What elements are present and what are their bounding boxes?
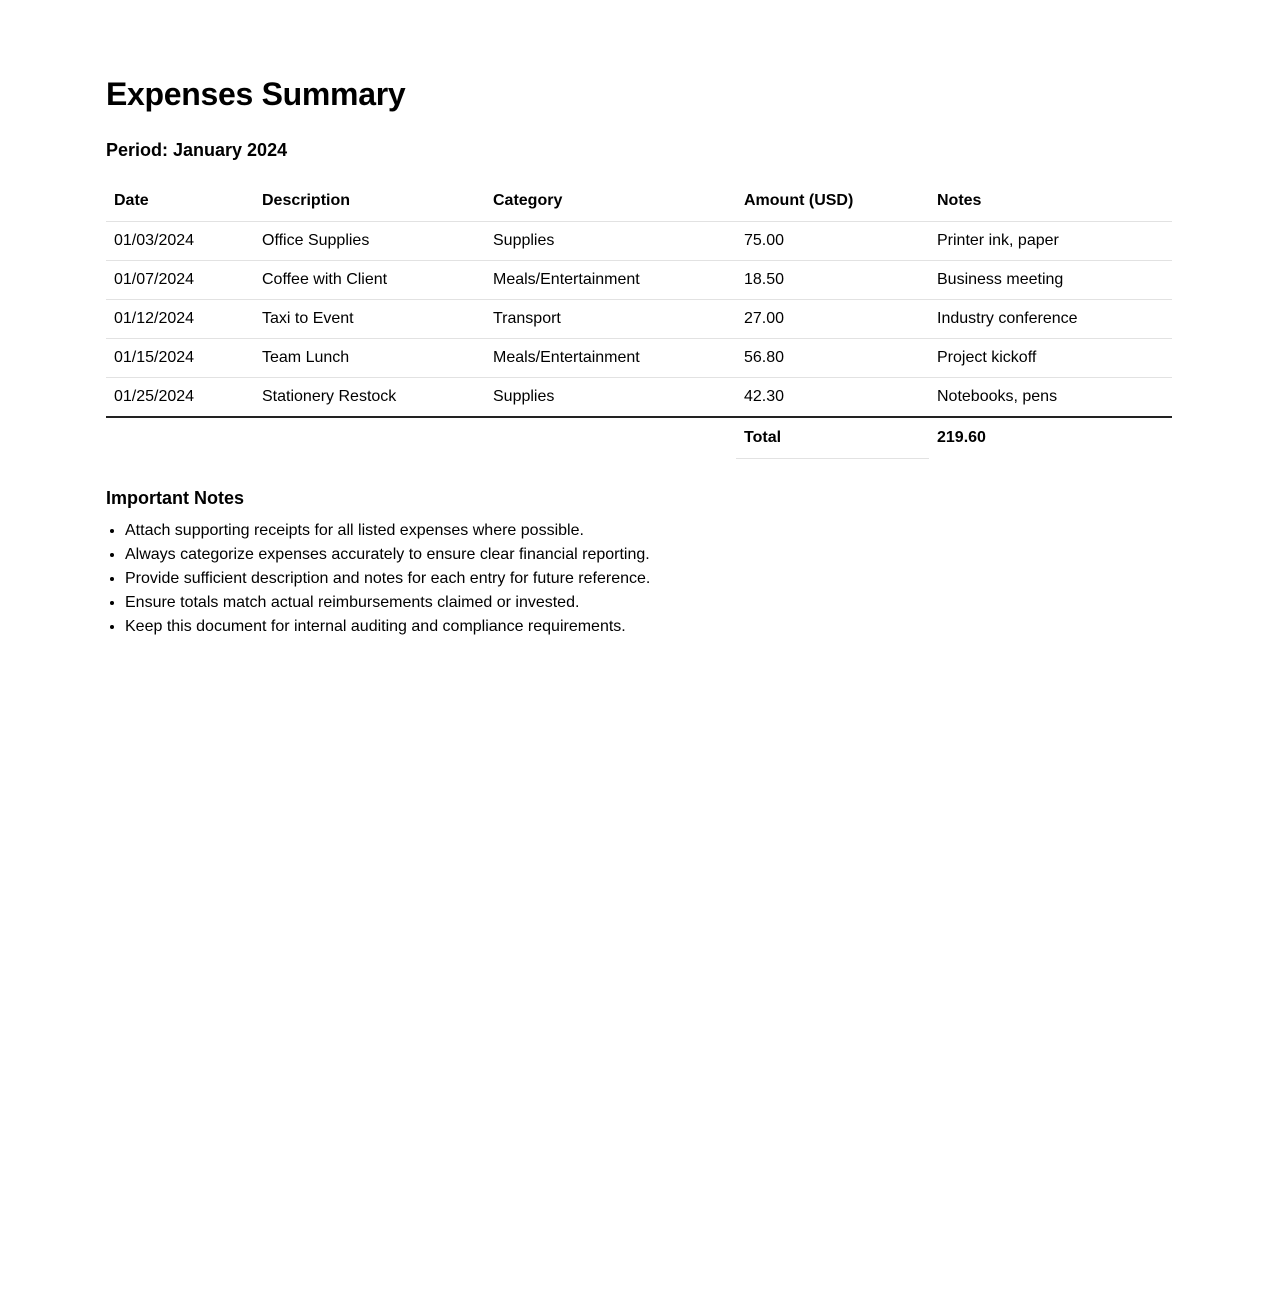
cell-notes: Notebooks, pens <box>929 378 1172 418</box>
cell-notes: Project kickoff <box>929 339 1172 378</box>
cell-amount: 56.80 <box>736 339 929 378</box>
list-item: • Always categorize expenses accurately to ensure clear financial reporting. <box>125 543 1172 567</box>
cell-category: Supplies <box>485 378 736 418</box>
cell-description: Stationery Restock <box>254 378 485 418</box>
cell-date: 01/03/2024 <box>106 222 254 261</box>
cell-description: Coffee with Client <box>254 261 485 300</box>
table-row <box>106 378 1172 418</box>
notes-heading: Important Notes <box>106 488 245 508</box>
cell-description: Office Supplies <box>254 222 485 261</box>
header-category: Category <box>485 181 736 222</box>
cell-amount: 42.30 <box>736 378 929 418</box>
table-row <box>106 261 1172 300</box>
cell-date: 01/07/2024 <box>106 261 254 300</box>
cell-description: Team Lunch <box>254 339 485 378</box>
cell-category: Supplies <box>485 222 736 261</box>
table-header <box>106 181 1172 222</box>
list-item: • Attach supporting receipts for all listed expenses where possible. <box>125 519 1172 543</box>
cell-date: 01/15/2024 <box>106 339 254 378</box>
cell-notes: Industry conference <box>929 300 1172 339</box>
cell-category: Meals/Entertainment <box>485 261 736 300</box>
table-footer <box>106 417 1172 459</box>
header-row <box>106 181 1172 222</box>
cell-description: Taxi to Event <box>254 300 485 339</box>
list-item: • Keep this document for internal auditing and compliance requirements. <box>125 615 1172 639</box>
cell-date: 01/25/2024 <box>106 378 254 418</box>
list-item: • Provide sufficient description and notes for each entry for future reference. <box>125 567 1172 591</box>
table-row <box>106 222 1172 261</box>
total-row <box>106 417 1172 459</box>
cell-amount: 75.00 <box>736 222 929 261</box>
cell-date: 01/12/2024 <box>106 300 254 339</box>
table-row <box>106 300 1172 339</box>
header-notes: Notes <box>929 181 1172 222</box>
table-row <box>106 339 1172 378</box>
table-body <box>106 222 1172 418</box>
period-heading: Period: January 2024 <box>106 140 288 160</box>
cell-category: Meals/Entertainment <box>485 339 736 378</box>
header-description: Description <box>254 181 485 222</box>
header-amount: Amount (USD) <box>736 181 929 222</box>
list-item: • Ensure totals match actual reimbursements claimed or invested. <box>125 591 1172 615</box>
page-title: Expenses Summary <box>106 76 406 112</box>
cell-amount: 27.00 <box>736 300 929 339</box>
total-value: 219.60 <box>937 429 986 447</box>
total-spacer <box>106 417 736 459</box>
total-label: Total <box>736 417 929 459</box>
header-date: Date <box>106 181 254 222</box>
notes-list <box>106 519 1172 639</box>
expenses-table <box>106 181 1172 459</box>
cell-notes: Business meeting <box>929 261 1172 300</box>
cell-amount: 18.50 <box>736 261 929 300</box>
document-page <box>0 0 1278 639</box>
cell-category: Transport <box>485 300 736 339</box>
cell-notes: Printer ink, paper <box>929 222 1172 261</box>
